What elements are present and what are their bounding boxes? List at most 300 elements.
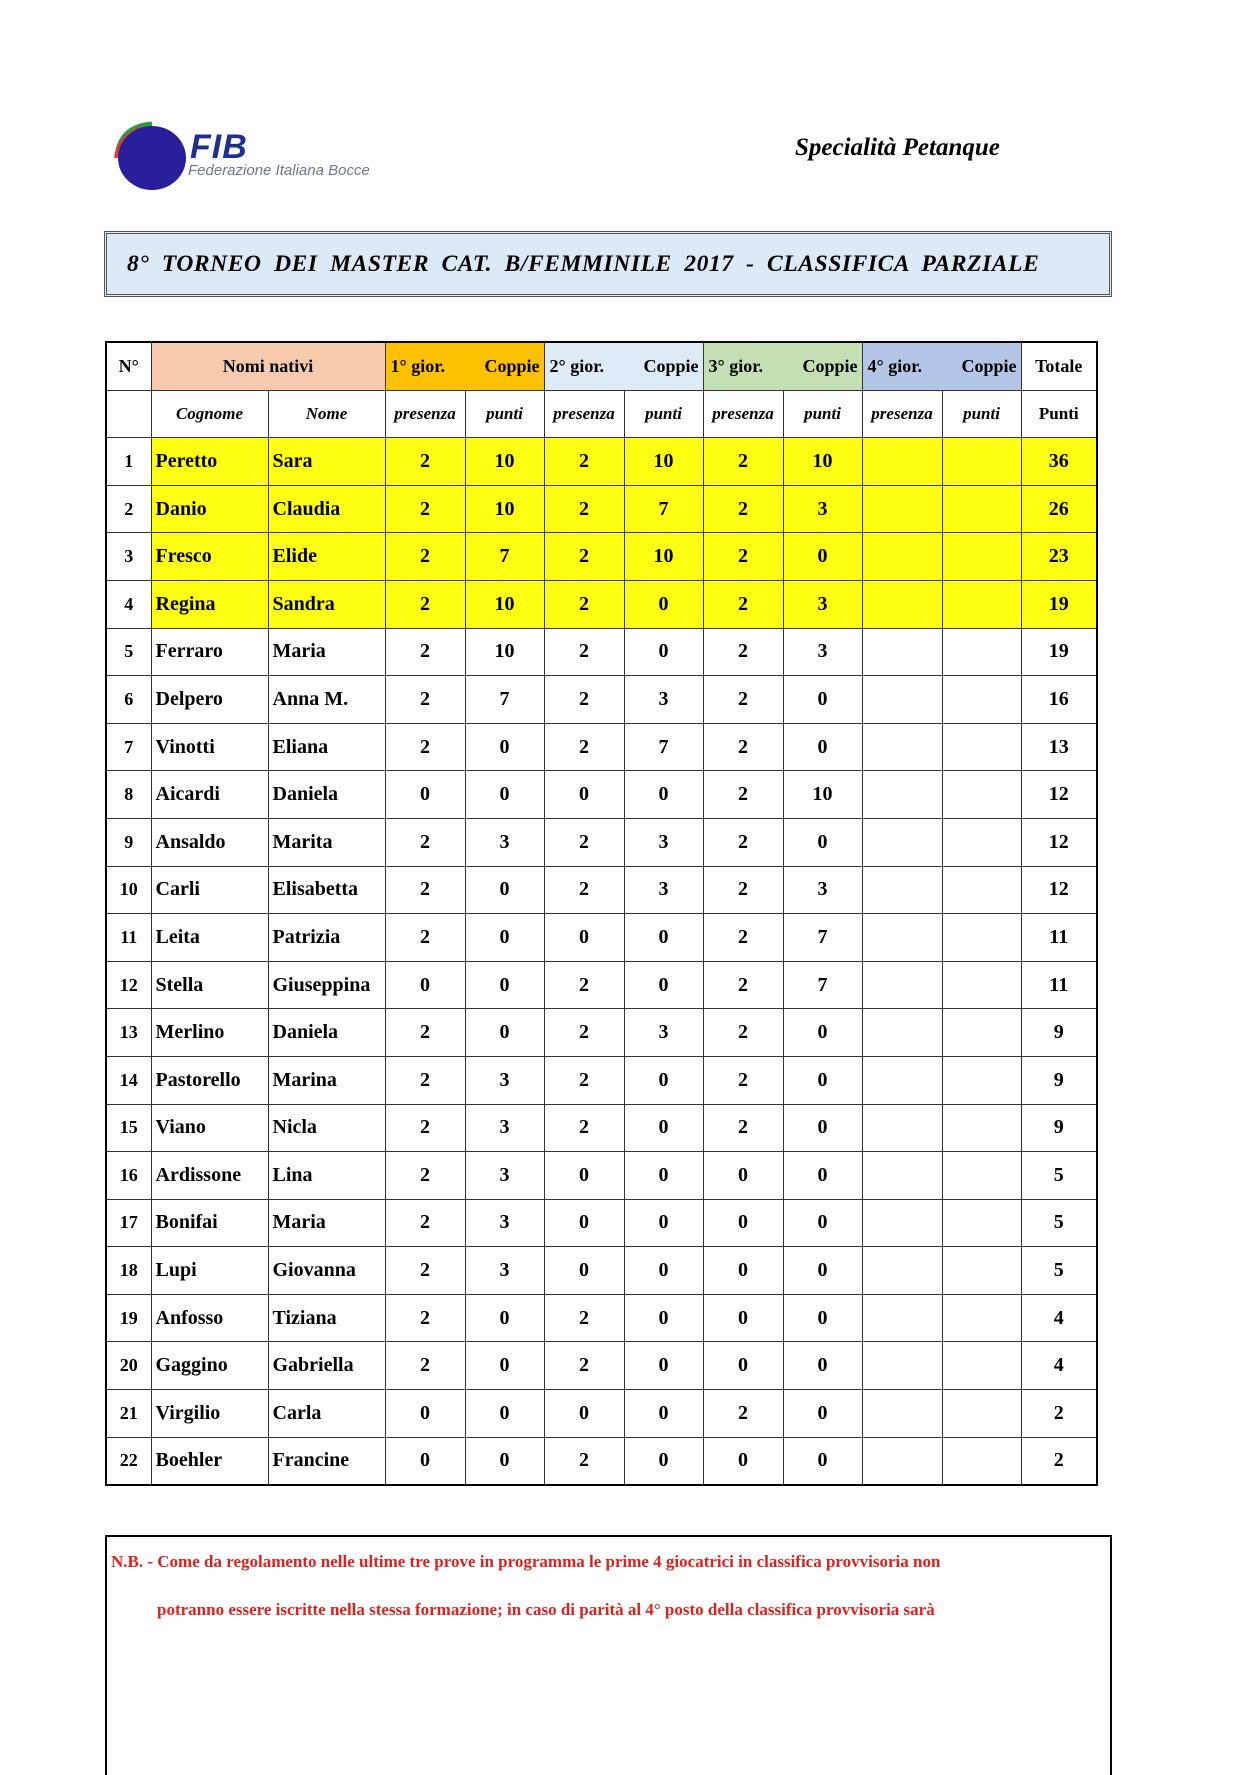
round-1-points-cell: 0 (465, 1437, 544, 1485)
round-4-points-cell (942, 485, 1021, 533)
round-2-presence-cell: 2 (544, 533, 624, 581)
page-title: 8° TORNEO DEI MASTER CAT. B/FEMMINILE 2017 - CLASSIFICA PARZIALE (127, 251, 1040, 277)
round-2-points-cell: 0 (624, 1437, 703, 1485)
round-4-points-cell (942, 533, 1021, 581)
round-1-presence-cell: 0 (385, 771, 465, 819)
round-1-presence-cell: 2 (385, 818, 465, 866)
subheader-points-1: punti (465, 390, 544, 438)
rank-cell: 20 (106, 1342, 151, 1390)
name-cell: Maria (268, 628, 385, 676)
round-1-points-cell: 0 (465, 866, 544, 914)
round-4-points-cell (942, 1199, 1021, 1247)
name-cell: Daniela (268, 1009, 385, 1057)
name-cell: Elide (268, 533, 385, 581)
round-4-points-cell (942, 1294, 1021, 1342)
round-1-points-cell: 0 (465, 771, 544, 819)
round-1-points-cell: 10 (465, 628, 544, 676)
round-3-points-cell: 3 (783, 866, 862, 914)
round-1-presence-cell: 2 (385, 914, 465, 962)
name-cell: Anna M. (268, 676, 385, 724)
round-4-points-cell (942, 580, 1021, 628)
rank-cell: 10 (106, 866, 151, 914)
round-4-points-cell (942, 1390, 1021, 1438)
round-4-presence-cell (862, 1390, 942, 1438)
round-2-presence-cell: 0 (544, 1199, 624, 1247)
round-1-presence-cell: 2 (385, 533, 465, 581)
table-row (106, 628, 1097, 676)
round-1-presence-cell: 2 (385, 723, 465, 771)
header-round-3 (703, 342, 862, 390)
subheader-total-points: Punti (1021, 390, 1097, 438)
round-1-points-cell: 3 (465, 1056, 544, 1104)
round-3-presence-cell: 2 (703, 914, 783, 962)
table-row (106, 1152, 1097, 1200)
table-row (106, 1104, 1097, 1152)
round-1-points-cell: 0 (465, 723, 544, 771)
rank-cell: 21 (106, 1390, 151, 1438)
round-2-points-cell: 0 (624, 914, 703, 962)
round-3-presence-cell: 2 (703, 580, 783, 628)
total-cell: 5 (1021, 1152, 1097, 1200)
round-1-presence-cell: 2 (385, 580, 465, 628)
round-3-points-cell: 0 (783, 676, 862, 724)
round-4-points-cell (942, 1104, 1021, 1152)
round-3-points-cell: 10 (783, 438, 862, 486)
round-2-presence-cell: 2 (544, 1437, 624, 1485)
total-cell: 11 (1021, 914, 1097, 962)
surname-cell: Anfosso (151, 1294, 268, 1342)
round-2-presence-cell: 2 (544, 1294, 624, 1342)
surname-cell: Regina (151, 580, 268, 628)
total-cell: 9 (1021, 1009, 1097, 1057)
total-cell: 4 (1021, 1342, 1097, 1390)
round-2-points-cell: 0 (624, 1152, 703, 1200)
round-1-points-cell: 3 (465, 1152, 544, 1200)
round-1-points-cell: 10 (465, 485, 544, 533)
name-cell: Tiziana (268, 1294, 385, 1342)
round-3-points-cell: 3 (783, 580, 862, 628)
name-cell: Marina (268, 1056, 385, 1104)
subheader-surname: Cognome (151, 390, 268, 438)
round-2-type: Coppie (643, 355, 699, 376)
note-line-2: potranno essere iscritte nella stessa formazione; in caso di parità al 4° posto della classifica provvisoria sarà (157, 1600, 935, 1619)
round-3-points-cell: 0 (783, 723, 862, 771)
round-2-points-cell: 0 (624, 771, 703, 819)
table-row (106, 818, 1097, 866)
round-2-points-cell: 0 (624, 1104, 703, 1152)
round-1-presence-cell: 2 (385, 485, 465, 533)
round-4-presence-cell (862, 914, 942, 962)
table-row (106, 771, 1097, 819)
rank-cell: 16 (106, 1152, 151, 1200)
round-3-points-cell: 0 (783, 533, 862, 581)
round-1-points-cell: 10 (465, 580, 544, 628)
round-1-presence-cell: 2 (385, 1056, 465, 1104)
round-4-presence-cell (862, 1342, 942, 1390)
round-3-points-cell: 0 (783, 1390, 862, 1438)
round-3-presence-cell: 2 (703, 1104, 783, 1152)
logo-subtitle: Federazione Italiana Bocce (188, 162, 370, 179)
name-cell: Marita (268, 818, 385, 866)
round-4-presence-cell (862, 485, 942, 533)
round-4-points-cell (942, 1247, 1021, 1295)
round-4-presence-cell (862, 676, 942, 724)
subheader-points-2: punti (624, 390, 703, 438)
round-2-points-cell: 3 (624, 818, 703, 866)
round-1-points-cell: 0 (465, 1009, 544, 1057)
table-row (106, 1294, 1097, 1342)
surname-cell: Gaggino (151, 1342, 268, 1390)
round-4-points-cell (942, 771, 1021, 819)
round-4-points-cell (942, 1342, 1021, 1390)
total-cell: 19 (1021, 580, 1097, 628)
round-2-presence-cell: 2 (544, 580, 624, 628)
name-cell: Carla (268, 1390, 385, 1438)
round-2-points-cell: 7 (624, 485, 703, 533)
round-2-presence-cell: 2 (544, 866, 624, 914)
table-row (106, 438, 1097, 486)
surname-cell: Viano (151, 1104, 268, 1152)
surname-cell: Ansaldo (151, 818, 268, 866)
subheader-points-3: punti (783, 390, 862, 438)
rank-cell: 13 (106, 1009, 151, 1057)
regulation-note (105, 1535, 1112, 1775)
round-1-points-cell: 3 (465, 1104, 544, 1152)
rank-cell: 17 (106, 1199, 151, 1247)
name-cell: Elisabetta (268, 866, 385, 914)
round-4-presence-cell (862, 1199, 942, 1247)
round-2-label: 2° gior. (549, 355, 605, 376)
round-1-points-cell: 0 (465, 1342, 544, 1390)
round-2-points-cell: 0 (624, 580, 703, 628)
round-2-presence-cell: 2 (544, 961, 624, 1009)
title-box (104, 231, 1112, 297)
round-2-presence-cell: 0 (544, 771, 624, 819)
total-cell: 16 (1021, 676, 1097, 724)
header-row (106, 342, 1097, 390)
total-cell: 2 (1021, 1390, 1097, 1438)
round-4-presence-cell (862, 961, 942, 1009)
header-round-4 (862, 342, 1021, 390)
surname-cell: Ardissone (151, 1152, 268, 1200)
round-2-points-cell: 0 (624, 961, 703, 1009)
round-3-points-cell: 10 (783, 771, 862, 819)
rank-cell: 12 (106, 961, 151, 1009)
round-1-points-cell: 7 (465, 676, 544, 724)
round-1-presence-cell: 2 (385, 1009, 465, 1057)
rank-cell: 14 (106, 1056, 151, 1104)
subheader-name: Nome (268, 390, 385, 438)
total-cell: 5 (1021, 1199, 1097, 1247)
name-cell: Nicla (268, 1104, 385, 1152)
total-cell: 12 (1021, 771, 1097, 819)
surname-cell: Ferraro (151, 628, 268, 676)
total-cell: 13 (1021, 723, 1097, 771)
round-2-presence-cell: 2 (544, 438, 624, 486)
round-3-points-cell: 7 (783, 961, 862, 1009)
round-2-presence-cell: 2 (544, 1342, 624, 1390)
round-1-presence-cell: 0 (385, 1390, 465, 1438)
surname-cell: Merlino (151, 1009, 268, 1057)
round-4-points-cell (942, 676, 1021, 724)
round-1-presence-cell: 2 (385, 1342, 465, 1390)
round-3-presence-cell: 0 (703, 1437, 783, 1485)
round-3-points-cell: 0 (783, 818, 862, 866)
total-cell: 11 (1021, 961, 1097, 1009)
round-3-points-cell: 0 (783, 1056, 862, 1104)
rank-cell: 6 (106, 676, 151, 724)
round-1-presence-cell: 2 (385, 628, 465, 676)
name-cell: Giovanna (268, 1247, 385, 1295)
round-3-points-cell: 0 (783, 1152, 862, 1200)
round-2-points-cell: 10 (624, 533, 703, 581)
round-3-points-cell: 0 (783, 1104, 862, 1152)
round-2-presence-cell: 0 (544, 1247, 624, 1295)
round-3-points-cell: 0 (783, 1342, 862, 1390)
round-3-presence-cell: 2 (703, 866, 783, 914)
surname-cell: Carli (151, 866, 268, 914)
round-3-presence-cell: 0 (703, 1294, 783, 1342)
round-2-presence-cell: 2 (544, 723, 624, 771)
round-2-points-cell: 3 (624, 676, 703, 724)
surname-cell: Delpero (151, 676, 268, 724)
rank-cell: 3 (106, 533, 151, 581)
surname-cell: Pastorello (151, 1056, 268, 1104)
round-1-type: Coppie (484, 355, 540, 376)
round-2-presence-cell: 2 (544, 1056, 624, 1104)
logo-text: FIB (190, 128, 248, 166)
subheader-presence-4: presenza (862, 390, 942, 438)
name-cell: Daniela (268, 771, 385, 819)
round-4-presence-cell (862, 1247, 942, 1295)
round-2-points-cell: 3 (624, 866, 703, 914)
round-2-points-cell: 0 (624, 1056, 703, 1104)
round-4-points-cell (942, 818, 1021, 866)
round-1-presence-cell: 0 (385, 961, 465, 1009)
round-3-points-cell: 7 (783, 914, 862, 962)
round-2-presence-cell: 2 (544, 676, 624, 724)
round-4-points-cell (942, 723, 1021, 771)
table-row (106, 1009, 1097, 1057)
subheader-blank (106, 390, 151, 438)
round-4-presence-cell (862, 1152, 942, 1200)
round-1-presence-cell: 2 (385, 676, 465, 724)
round-3-presence-cell: 0 (703, 1152, 783, 1200)
surname-cell: Lupi (151, 1247, 268, 1295)
round-4-points-cell (942, 628, 1021, 676)
surname-cell: Virgilio (151, 1390, 268, 1438)
round-1-presence-cell: 2 (385, 1199, 465, 1247)
rank-cell: 18 (106, 1247, 151, 1295)
name-cell: Sandra (268, 580, 385, 628)
table-row (106, 1437, 1097, 1485)
round-4-presence-cell (862, 818, 942, 866)
rank-cell: 2 (106, 485, 151, 533)
round-1-label: 1° gior. (390, 355, 446, 376)
total-cell: 9 (1021, 1104, 1097, 1152)
total-cell: 4 (1021, 1294, 1097, 1342)
round-2-points-cell: 0 (624, 628, 703, 676)
table-row (106, 914, 1097, 962)
round-3-points-cell: 0 (783, 1437, 862, 1485)
round-4-type: Coppie (961, 355, 1017, 376)
rank-cell: 11 (106, 914, 151, 962)
name-cell: Patrizia (268, 914, 385, 962)
round-4-presence-cell (862, 628, 942, 676)
subheader-points-4: punti (942, 390, 1021, 438)
rank-cell: 9 (106, 818, 151, 866)
rank-cell: 8 (106, 771, 151, 819)
total-cell: 9 (1021, 1056, 1097, 1104)
round-1-presence-cell: 2 (385, 1152, 465, 1200)
round-1-points-cell: 10 (465, 438, 544, 486)
total-cell: 36 (1021, 438, 1097, 486)
total-cell: 19 (1021, 628, 1097, 676)
round-3-presence-cell: 2 (703, 818, 783, 866)
round-1-points-cell: 3 (465, 818, 544, 866)
rank-cell: 15 (106, 1104, 151, 1152)
table-row (106, 1199, 1097, 1247)
round-1-points-cell: 7 (465, 533, 544, 581)
round-4-points-cell (942, 866, 1021, 914)
subheader-presence-1: presenza (385, 390, 465, 438)
round-4-points-cell (942, 438, 1021, 486)
round-2-points-cell: 0 (624, 1390, 703, 1438)
table-row (106, 1342, 1097, 1390)
surname-cell: Fresco (151, 533, 268, 581)
header-round-1 (385, 342, 544, 390)
table-row (106, 961, 1097, 1009)
round-1-presence-cell: 2 (385, 866, 465, 914)
table-row (106, 1056, 1097, 1104)
round-3-points-cell: 0 (783, 1009, 862, 1057)
round-3-presence-cell: 2 (703, 961, 783, 1009)
round-4-presence-cell (862, 438, 942, 486)
round-3-points-cell: 0 (783, 1199, 862, 1247)
round-2-points-cell: 7 (624, 723, 703, 771)
round-4-presence-cell (862, 1437, 942, 1485)
round-3-type: Coppie (802, 355, 858, 376)
surname-cell: Peretto (151, 438, 268, 486)
specialty-label: Specialità Petanque (795, 134, 1000, 161)
name-cell: Claudia (268, 485, 385, 533)
round-1-points-cell: 0 (465, 1294, 544, 1342)
round-2-presence-cell: 2 (544, 628, 624, 676)
round-3-presence-cell: 2 (703, 438, 783, 486)
round-3-presence-cell: 2 (703, 1009, 783, 1057)
round-3-label: 3° gior. (708, 355, 764, 376)
rank-cell: 22 (106, 1437, 151, 1485)
ranking-table (105, 341, 1098, 1486)
total-cell: 23 (1021, 533, 1097, 581)
rank-cell: 19 (106, 1294, 151, 1342)
round-4-presence-cell (862, 1009, 942, 1057)
rank-cell: 1 (106, 438, 151, 486)
round-2-presence-cell: 2 (544, 1009, 624, 1057)
round-2-points-cell: 0 (624, 1199, 703, 1247)
round-1-presence-cell: 2 (385, 1247, 465, 1295)
round-2-points-cell: 0 (624, 1342, 703, 1390)
table-row (106, 1247, 1097, 1295)
total-cell: 12 (1021, 818, 1097, 866)
round-4-points-cell (942, 914, 1021, 962)
round-3-points-cell: 0 (783, 1247, 862, 1295)
name-cell: Lina (268, 1152, 385, 1200)
surname-cell: Danio (151, 485, 268, 533)
round-3-presence-cell: 2 (703, 1056, 783, 1104)
round-3-presence-cell: 2 (703, 628, 783, 676)
surname-cell: Aicardi (151, 771, 268, 819)
table-row (106, 485, 1097, 533)
round-4-points-cell (942, 1152, 1021, 1200)
header-names: Nomi nativi (151, 342, 385, 390)
round-1-presence-cell: 0 (385, 1437, 465, 1485)
table-row (106, 533, 1097, 581)
round-2-presence-cell: 0 (544, 914, 624, 962)
round-3-presence-cell: 2 (703, 485, 783, 533)
round-2-presence-cell: 2 (544, 1104, 624, 1152)
round-2-presence-cell: 0 (544, 1152, 624, 1200)
round-1-points-cell: 3 (465, 1247, 544, 1295)
total-cell: 26 (1021, 485, 1097, 533)
round-1-presence-cell: 2 (385, 1294, 465, 1342)
round-3-points-cell: 3 (783, 485, 862, 533)
name-cell: Maria (268, 1199, 385, 1247)
name-cell: Gabriella (268, 1342, 385, 1390)
table-row (106, 723, 1097, 771)
fib-emblem-icon (112, 120, 192, 192)
round-4-presence-cell (862, 580, 942, 628)
subheader-presence-2: presenza (544, 390, 624, 438)
round-3-presence-cell: 2 (703, 771, 783, 819)
table-row (106, 676, 1097, 724)
name-cell: Francine (268, 1437, 385, 1485)
round-2-points-cell: 10 (624, 438, 703, 486)
round-2-presence-cell: 0 (544, 1390, 624, 1438)
rank-cell: 7 (106, 723, 151, 771)
rank-cell: 5 (106, 628, 151, 676)
round-4-points-cell (942, 1437, 1021, 1485)
round-2-points-cell: 0 (624, 1294, 703, 1342)
rank-cell: 4 (106, 580, 151, 628)
surname-cell: Boehler (151, 1437, 268, 1485)
total-cell: 12 (1021, 866, 1097, 914)
round-3-presence-cell: 0 (703, 1342, 783, 1390)
round-1-points-cell: 0 (465, 914, 544, 962)
round-4-presence-cell (862, 1294, 942, 1342)
round-2-presence-cell: 2 (544, 818, 624, 866)
round-4-points-cell (942, 1009, 1021, 1057)
note-line-1: N.B. - Come da regolamento nelle ultime tre prove in programma le prime 4 giocatrici in classifica provvisoria non (111, 1552, 941, 1571)
round-3-presence-cell: 2 (703, 1390, 783, 1438)
round-4-label: 4° gior. (867, 355, 923, 376)
round-3-points-cell: 0 (783, 1294, 862, 1342)
round-4-points-cell (942, 961, 1021, 1009)
round-4-points-cell (942, 1056, 1021, 1104)
round-2-presence-cell: 2 (544, 485, 624, 533)
header-number: N° (106, 342, 151, 390)
header-total: Totale (1021, 342, 1097, 390)
round-1-points-cell: 3 (465, 1199, 544, 1247)
surname-cell: Stella (151, 961, 268, 1009)
round-3-presence-cell: 2 (703, 533, 783, 581)
round-3-presence-cell: 2 (703, 723, 783, 771)
name-cell: Giuseppina (268, 961, 385, 1009)
surname-cell: Vinotti (151, 723, 268, 771)
round-1-points-cell: 0 (465, 961, 544, 1009)
table-row (106, 1390, 1097, 1438)
round-3-points-cell: 3 (783, 628, 862, 676)
